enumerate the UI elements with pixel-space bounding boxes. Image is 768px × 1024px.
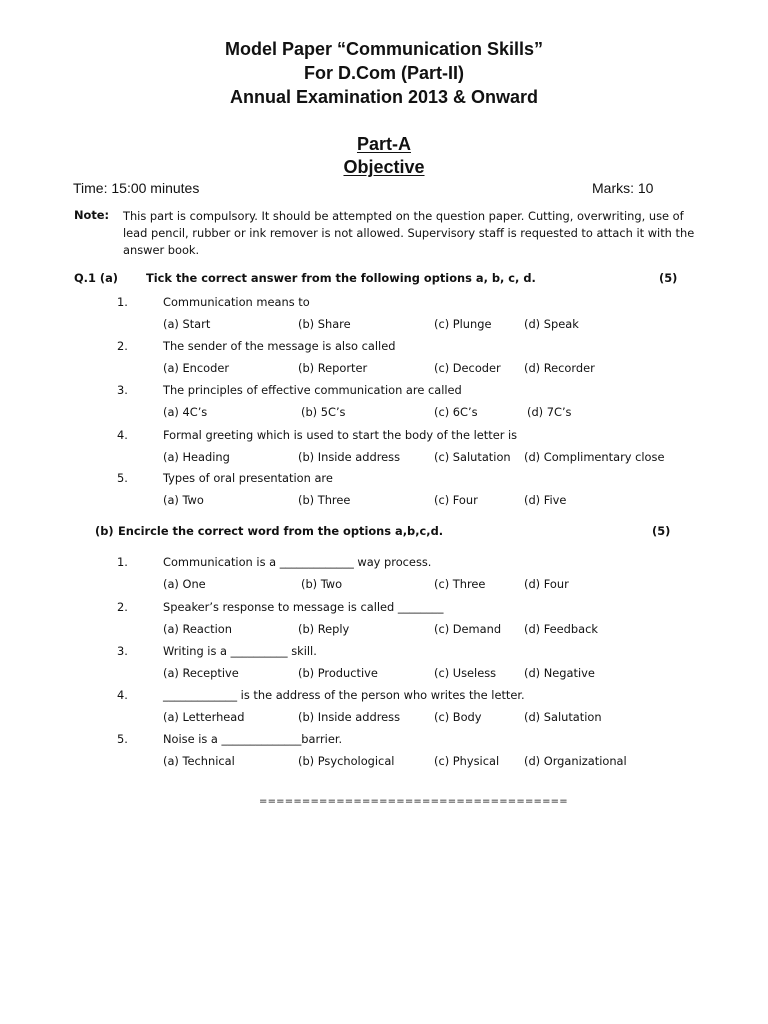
option-c[interactable]: (c) Useless	[434, 666, 497, 680]
option-d[interactable]: (d) Feedback	[524, 622, 598, 636]
part-heading: Part-A	[356, 134, 411, 154]
option-c[interactable]: (c) Decoder	[434, 361, 501, 375]
question-item	[0, 383, 768, 427]
option-c[interactable]: (c) 6C’s	[434, 405, 478, 419]
option-a[interactable]: (a) Letterhead	[163, 710, 245, 724]
question-number: 4.	[117, 688, 128, 702]
option-d[interactable]: (d) 7C’s	[527, 405, 572, 419]
option-b[interactable]: (b) Productive	[298, 666, 378, 680]
question-item	[0, 471, 768, 515]
question-stem: Writing is a __________ skill.	[163, 644, 317, 658]
option-c[interactable]: (c) Three	[434, 577, 486, 591]
option-b[interactable]: (b) Inside address	[298, 710, 401, 724]
paper-subtitle-course: For D.Com (Part-II)	[304, 63, 464, 83]
option-a[interactable]: (a) One	[163, 577, 206, 591]
option-c[interactable]: (c) Physical	[434, 754, 500, 768]
question-item	[0, 339, 768, 383]
option-c[interactable]: (c) Body	[434, 710, 482, 724]
option-b[interactable]: (b) Two	[301, 577, 343, 591]
option-a[interactable]: (a) Start	[163, 317, 211, 331]
option-a[interactable]: (a) Technical	[163, 754, 235, 768]
option-a[interactable]: (a) 4C’s	[163, 405, 208, 419]
question-item	[0, 555, 768, 599]
option-d[interactable]: (d) Complimentary close	[524, 450, 665, 464]
option-b[interactable]: (b) Reporter	[298, 361, 368, 375]
option-a[interactable]: (a) Reaction	[163, 622, 232, 636]
option-d[interactable]: (d) Organizational	[524, 754, 627, 768]
option-b[interactable]: (b) Three	[298, 493, 351, 507]
q1b-label: (b)	[95, 524, 114, 538]
question-stem: Speaker’s response to message is called ________	[163, 600, 444, 614]
paper-subtitle-exam: Annual Examination 2013 & Onward	[229, 87, 539, 107]
question-number: 1.	[117, 295, 128, 309]
option-a[interactable]: (a) Receptive	[163, 666, 239, 680]
option-d[interactable]: (d) Four	[524, 577, 569, 591]
option-d[interactable]: (d) Speak	[524, 317, 579, 331]
question-number: 3.	[117, 383, 128, 397]
option-b[interactable]: (b) Psychological	[298, 754, 395, 768]
option-c[interactable]: (c) Plunge	[434, 317, 492, 331]
total-marks: Marks: 10	[592, 180, 654, 196]
q1b-instruction: Encircle the correct word from the options a,b,c,d.	[118, 524, 444, 538]
option-b[interactable]: (b) Share	[298, 317, 351, 331]
note-text: This part is compulsory. It should be attempted on the question paper. Cutting, overwriting, use of lead pencil, rubber or ink remover is not allowed. Supervisory staff is requested to attach it with the answer book.	[123, 209, 695, 257]
option-c[interactable]: (c) Demand	[434, 622, 502, 636]
question-stem: The sender of the message is also called	[163, 339, 396, 353]
question-item	[0, 732, 768, 776]
option-b[interactable]: (b) Reply	[298, 622, 350, 636]
question-item	[0, 644, 768, 688]
question-item	[0, 295, 768, 339]
question-stem: Communication means to	[163, 295, 310, 309]
option-b[interactable]: (b) 5C’s	[301, 405, 346, 419]
paper-title: Model Paper “Communication Skills”	[224, 39, 544, 59]
question-item	[0, 688, 768, 732]
note-label: Note:	[74, 208, 110, 222]
q1a-marks: (5)	[659, 271, 678, 285]
option-c[interactable]: (c) Salutation	[434, 450, 511, 464]
time-allowed: Time: 15:00 minutes	[73, 180, 200, 196]
question-stem: The principles of effective communication are called	[163, 383, 462, 397]
option-a[interactable]: (a) Two	[163, 493, 204, 507]
option-c[interactable]: (c) Four	[434, 493, 478, 507]
question-stem: Formal greeting which is used to start the body of the letter is	[163, 428, 518, 442]
question-number: 2.	[117, 339, 128, 353]
option-a[interactable]: (a) Encoder	[163, 361, 230, 375]
question-stem: Noise is a ______________barrier.	[163, 732, 343, 746]
q1a-label: Q.1 (a)	[74, 271, 118, 285]
section-heading: Objective	[343, 157, 425, 177]
question-stem: _____________ is the address of the person who writes the letter.	[163, 688, 525, 702]
question-number: 4.	[117, 428, 128, 442]
question-item	[0, 600, 768, 644]
option-d[interactable]: (d) Five	[524, 493, 567, 507]
option-a[interactable]: (a) Heading	[163, 450, 230, 464]
question-stem: Types of oral presentation are	[163, 471, 333, 485]
option-b[interactable]: (b) Inside address	[298, 450, 401, 464]
question-item	[0, 428, 768, 472]
question-number: 2.	[117, 600, 128, 614]
option-d[interactable]: (d) Salutation	[524, 710, 602, 724]
question-number: 5.	[117, 471, 128, 485]
question-number: 1.	[117, 555, 128, 569]
option-d[interactable]: (d) Negative	[524, 666, 595, 680]
q1b-marks: (5)	[652, 524, 671, 538]
question-number: 5.	[117, 732, 128, 746]
question-stem: Communication is a _____________ way process.	[163, 555, 432, 569]
option-d[interactable]: (d) Recorder	[524, 361, 595, 375]
footer-rule: ====================================	[259, 796, 568, 807]
q1a-instruction: Tick the correct answer from the following options a, b, c, d.	[146, 271, 536, 285]
question-number: 3.	[117, 644, 128, 658]
